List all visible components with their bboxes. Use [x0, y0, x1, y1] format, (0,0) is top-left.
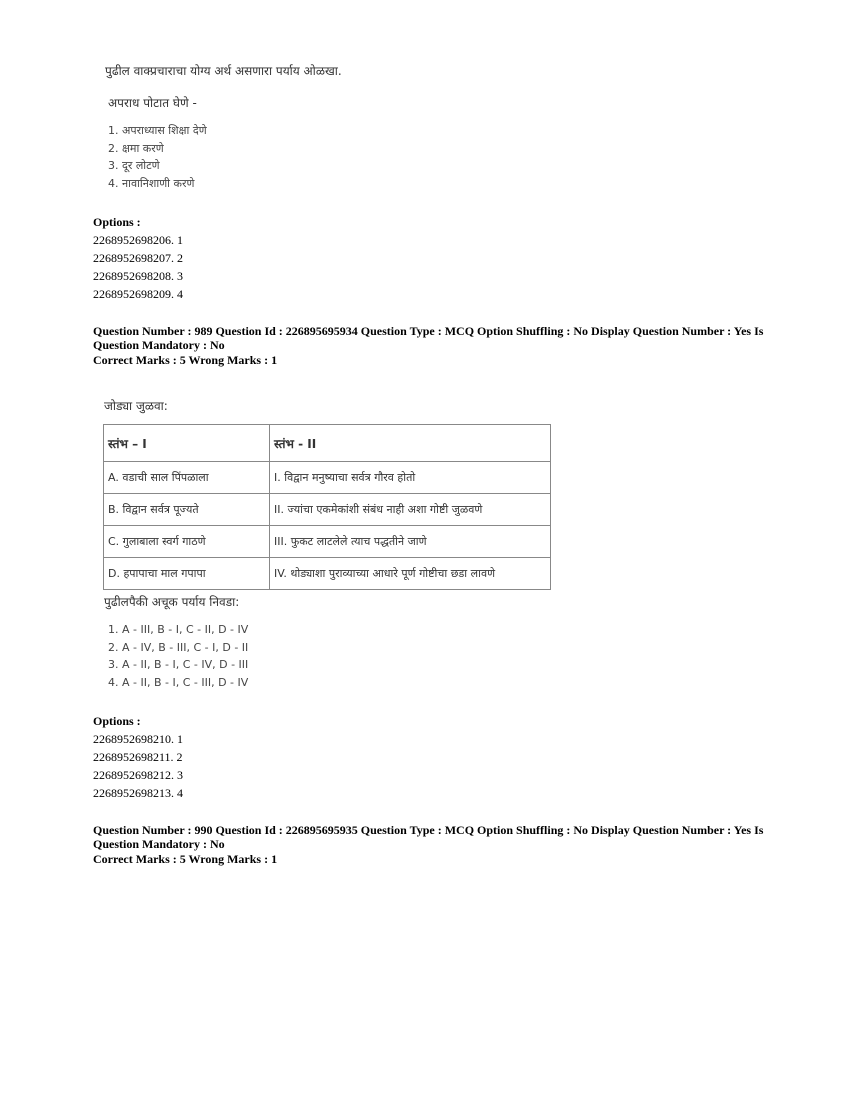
list-item: 3. दूर लोटणे: [108, 159, 160, 172]
list-item: 3. A - II, B - I, C - IV, D - III: [108, 658, 249, 671]
q3-meta-line1: Question Number : 990 Question Id : 226895695935 Question Type : MCQ Option Shuffling : No Display Question Number : Yes Is Question Mandatory : No: [93, 823, 764, 851]
column-header: स्तंभ - II: [270, 425, 551, 462]
list-item: 2. A - IV, B - III, C - I, D - II: [108, 640, 249, 654]
option-item: 2268952698208. 3: [93, 269, 183, 283]
option-item: 2268952698209. 4: [93, 287, 183, 301]
q2-choice-list: [108, 621, 248, 691]
table-row: [104, 526, 551, 558]
option-item: 2268952698210. 1: [93, 732, 183, 746]
option-item: 2268952698213. 4: [93, 786, 183, 800]
q2-options-label: Options :: [93, 714, 141, 728]
table-cell: III. फुकट लाटलेले त्याच पद्धतीने जाणे: [270, 526, 551, 558]
list-item: 1. A - III, B - I, C - II, D - IV: [108, 623, 249, 636]
table-row: [104, 558, 551, 590]
list-item: 1. अपराध्यास शिक्षा देणे: [108, 124, 207, 137]
match-table: [103, 424, 551, 590]
table-cell: D. हपापाचा माल गपापा: [104, 558, 270, 590]
q1-prompt: पुढील वाक्प्रचाराचा योग्य अर्थ असणारा पर्याय ओळखा.: [105, 64, 342, 78]
option-item: 2268952698212. 3: [93, 768, 183, 782]
q2-meta-line2: Correct Marks : 5 Wrong Marks : 1: [93, 353, 278, 367]
table-header-row: [104, 425, 551, 462]
list-item: 4. नावानिशाणी करणे: [108, 176, 195, 190]
column-header: स्तंभ – I: [104, 425, 270, 462]
q2-instruction: पुढीलपैकी अचूक पर्याय निवडा:: [104, 595, 240, 609]
q1-options-label: Options :: [93, 215, 141, 229]
q1-phrase: अपराध पोटात घेणे -: [108, 96, 197, 110]
table-cell: I. विद्वान मनुष्याचा सर्वत्र गौरव होतो: [270, 462, 551, 494]
table-cell: C. गुलाबाला स्वर्ग गाठणे: [104, 526, 270, 558]
option-item: 2268952698211. 2: [93, 750, 183, 764]
q1-choice-list: [108, 122, 207, 192]
q2-options: [93, 730, 183, 802]
table-cell: A. वडाची साल पिंपळाला: [104, 462, 270, 494]
q2-prompt: जोड्या जुळवा:: [104, 399, 168, 413]
q2-meta-line1: Question Number : 989 Question Id : 226895695934 Question Type : MCQ Option Shuffling : No Display Question Number : Yes Is Question Mandatory : No: [93, 324, 764, 352]
list-item: 4. A - II, B - I, C - III, D - IV: [108, 675, 249, 689]
list-item: 2. क्षमा करणे: [108, 141, 164, 155]
table-cell: B. विद्वान सर्वत्र पूज्यते: [104, 494, 270, 526]
table-row: [104, 494, 551, 526]
q3-meta-line2: Correct Marks : 5 Wrong Marks : 1: [93, 852, 278, 866]
option-item: 2268952698206. 1: [93, 233, 183, 247]
table-cell: II. ज्यांचा एकमेकांशी संबंध नाही अशा गोष्टी जुळवणे: [270, 494, 551, 526]
q1-options: [93, 231, 183, 303]
table-cell: IV. थोड्याशा पुराव्याच्या आधारे पूर्ण गोष्टीचा छडा लावणे: [270, 558, 551, 590]
option-item: 2268952698207. 2: [93, 251, 183, 265]
table-row: [104, 462, 551, 494]
